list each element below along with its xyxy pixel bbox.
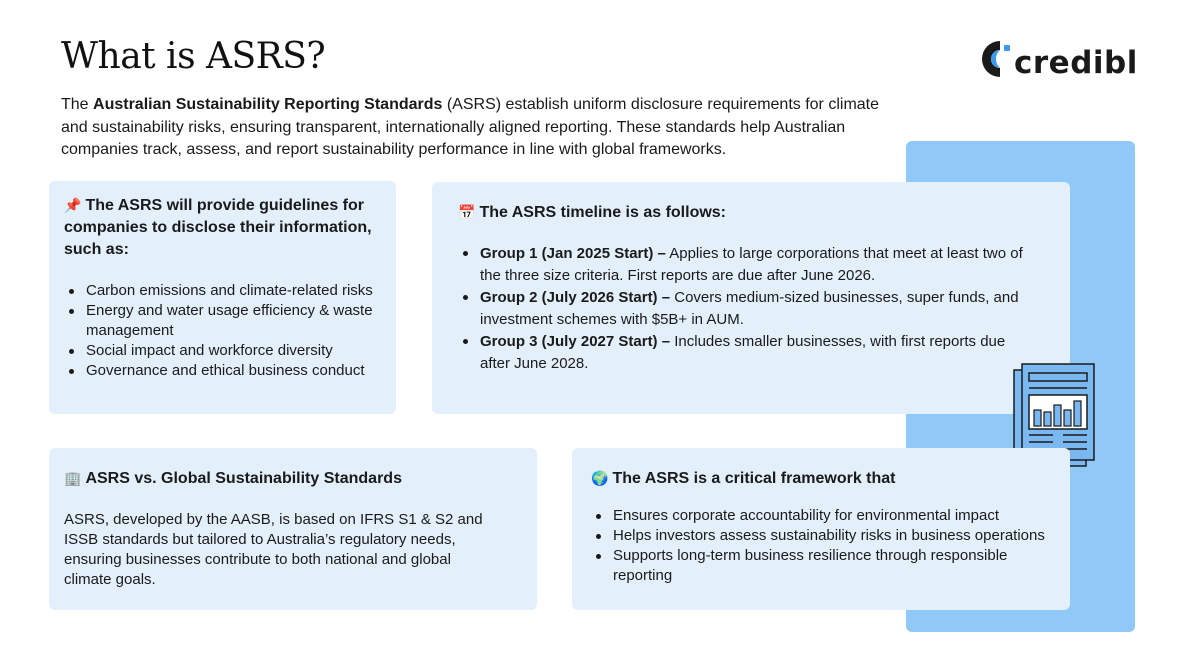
logo-text: credibl [1014,45,1138,81]
framework-heading-text: The ASRS is a critical framework that [612,470,896,487]
timeline-heading [458,202,1030,224]
list-item: Energy and water usage efficiency & waste management [64,301,382,341]
intro-suffix: (ASRS) establish uniform disclosure requirements for climate and sustainability risks, ensuring transparent, internationally aligned reporting. These standards help Australian companies track, assess, and report sustainability performance in line with global frameworks. [61,96,880,158]
timeline-group-text: Covers medium-sized businesses, super funds, and investment schemes with $5B+ in AUM. [480,289,1019,328]
timeline-group-label: Group 3 (July 2027 Start) – [480,333,671,350]
list-item [458,243,1030,287]
pushpin-icon: 📌 [64,198,82,214]
timeline-group-text: Includes smaller businesses, with first reports due after June 2028. [480,333,1006,372]
credibl-logo-mark-icon [978,37,1012,81]
intro-prefix: The [61,96,94,113]
guidelines-heading-text: The ASRS will provide guidelines for companies to disclose their information, such as: [64,197,372,258]
timeline-heading-text: The ASRS timeline is as follows: [479,204,727,221]
global-heading [64,468,487,490]
list-item: Governance and ethical business conduct [64,361,382,381]
list-item: Carbon emissions and climate-related risks [64,281,382,301]
timeline-group-label: Group 1 (Jan 2025 Start) – [480,245,666,262]
global-body: ASRS, developed by the AASB, is based on IFRS S1 & S2 and ISSB standards but tailored to Australia’s regulatory needs, ensuring businesses contribute to both national and global climate goals. [64,511,483,588]
list-item [458,331,1030,375]
guidelines-heading [64,195,382,261]
calendar-icon: 📅 [458,205,476,221]
intro-bold-term: Australian Sustainability Reporting Standards [93,96,443,113]
office-building-icon: 🏢 [64,471,82,487]
framework-heading [591,468,1060,490]
intro-paragraph [61,94,891,162]
list-item: Social impact and workforce diversity [64,341,382,361]
framework-card [572,448,1070,610]
timeline-group-text: Applies to large corporations that meet at least two of the three size criteria. First reports are due after June 2026. [480,245,1023,284]
globe-icon: 🌍 [591,471,609,487]
credibl-logo [978,36,1138,82]
guidelines-card [49,181,396,414]
list-item: Supports long-term business resilience through responsible reporting [591,546,1060,586]
timeline-card [432,182,1070,414]
guidelines-list [64,281,382,381]
page-title: What is ASRS? [61,36,326,77]
list-item: Ensures corporate accountability for environmental impact [591,506,1060,526]
framework-list [591,506,1060,586]
list-item: Helps investors assess sustainability risks in business operations [591,526,1060,546]
global-heading-text: ASRS vs. Global Sustainability Standards [85,470,402,487]
list-item [458,287,1030,331]
global-standards-card [49,448,537,610]
timeline-group-label: Group 2 (July 2026 Start) – [480,289,671,306]
timeline-list [458,243,1030,375]
